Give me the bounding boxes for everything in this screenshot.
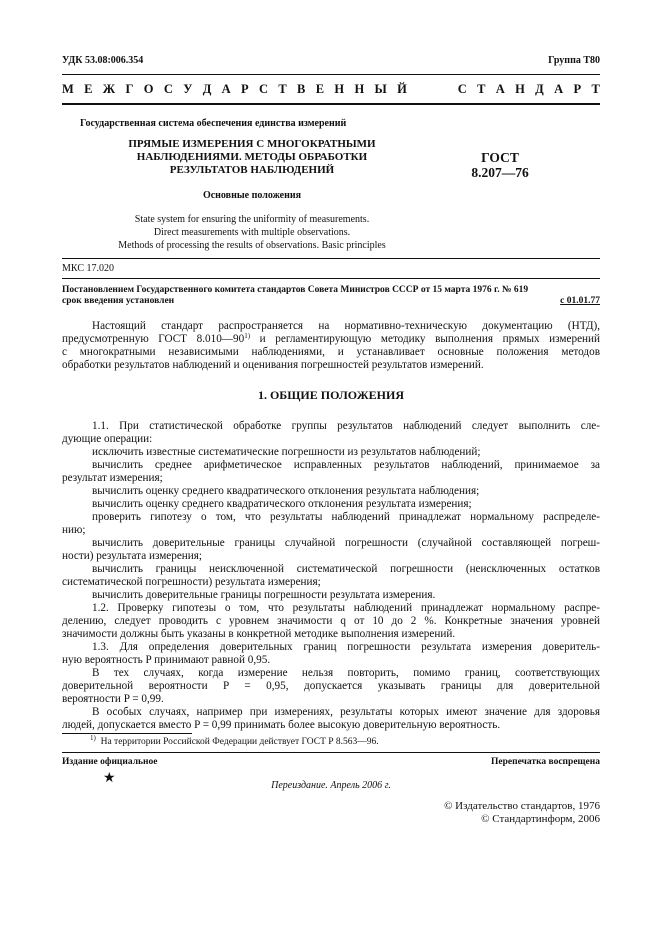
intro-line-3: с многократными независимыми наблюдениями, и устанавливает основные положения методов bbox=[62, 346, 600, 358]
copyright-1: © Издательство стандартов, 1976 bbox=[444, 800, 600, 812]
footnote bbox=[90, 734, 379, 747]
group-code: Группа Т80 bbox=[548, 55, 600, 66]
reissue-note: Переиздание. Апрель 2006 г. bbox=[271, 780, 391, 791]
body-line-10: вычислить доверительные границы случайной погрешности (случайной составляющей погреш- bbox=[92, 537, 600, 549]
body-line-5: результат измерения; bbox=[62, 472, 163, 484]
body-line-4: вычислить среднее арифметическое исправленных результатов наблюдений, принимаемое за bbox=[92, 459, 600, 471]
standard-banner: М Е Ж Г О С У Д А Р С Т В Е Н Н Ы Й С Т А Н Д А Р Т bbox=[62, 82, 600, 96]
gost-number: 8.207—76 bbox=[471, 165, 529, 180]
body-line-13: систематической погрешности) результата измерения; bbox=[62, 576, 321, 588]
official-edition: Издание официальное bbox=[62, 757, 158, 767]
title-line-2: НАБЛЮДЕНИЯМИ. МЕТОДЫ ОБРАБОТКИ bbox=[136, 151, 368, 163]
intro-line-4: обработки результатов наблюдений и оценивания погрешностей результатов измерений. bbox=[62, 359, 484, 371]
body-line-21: доверительной вероятности P = 0,95, допускается указывать границы для доверительной bbox=[62, 680, 600, 692]
intro-line-1: Настоящий стандарт распространяется на нормативно-техническую документацию (НТД), bbox=[92, 320, 600, 332]
section-title: 1. ОБЩИЕ ПОЛОЖЕНИЯ bbox=[257, 388, 405, 402]
reprint-notice: Перепечатка воспрещена bbox=[490, 757, 600, 767]
body-line-23: В особых случаях, например при измерениях, результаты которых имеют значение для здоровья bbox=[92, 706, 600, 718]
title-line-1: ПРЯМЫЕ ИЗМЕРЕНИЯ С МНОГОКРАТНЫМИ bbox=[128, 138, 376, 150]
english-line-1: State system for ensuring the uniformity of measurements. bbox=[134, 214, 370, 225]
body-line-7: вычислить оценку среднего квадратического отклонения результата измерения; bbox=[92, 498, 472, 510]
title-line-3: РЕЗУЛЬТАТОВ НАБЛЮДЕНИЙ bbox=[169, 164, 335, 176]
mks-code: МКС 17.020 bbox=[62, 263, 114, 274]
body-line-2: дующие операции: bbox=[62, 433, 153, 445]
copyright-2: © Стандартинформ, 2006 bbox=[481, 813, 600, 825]
body-line-8: проверить гипотезу о том, что результаты наблюдений принадлежат нормальному распределе- bbox=[92, 511, 600, 523]
body-line-6: вычислить оценку среднего квадратического отклонения результата наблюдения; bbox=[92, 485, 480, 497]
body-line-9: нию; bbox=[62, 524, 86, 536]
body-line-24: людей, допускается вместо P = 0,99 принимать более высокую доверительную вероятность. bbox=[62, 719, 501, 731]
footnote-mark: 1) bbox=[90, 734, 96, 742]
body-line-19: ную вероятность P принимают равной 0,95. bbox=[62, 654, 271, 666]
footnote-text: На территории Российской Федерации действует ГОСТ Р 8.563—96. bbox=[100, 737, 379, 747]
header-rule-bottom bbox=[62, 103, 600, 105]
standard-title bbox=[62, 138, 442, 177]
body-line-17: значимости должны быть указаны в конкретной методике выполнения измерений. bbox=[62, 628, 456, 640]
star-icon: ★ bbox=[103, 771, 116, 786]
body-line-12: вычислить границы неисключенной систематической погрешности (неисключенных остатков bbox=[92, 563, 600, 575]
subtitle: Основные положения bbox=[202, 190, 302, 201]
decree-line-1: Постановлением Государственного комитета стандартов Совета Министров СССР от 15 марта 1976 г. № 619 bbox=[62, 285, 529, 295]
mks-rule bbox=[62, 258, 600, 259]
footer-rule bbox=[62, 752, 600, 753]
body-line-3: исключить известные систематические погрешности из результатов наблюдений; bbox=[92, 446, 481, 458]
intro-line-2 bbox=[62, 333, 600, 346]
decree-rule bbox=[62, 278, 600, 279]
intro-gost-ref: предусмотренную ГОСТ 8.010—90 bbox=[62, 333, 245, 345]
system-name: Государственная система обеспечения единства измерений bbox=[80, 118, 347, 129]
english-title bbox=[62, 213, 442, 252]
gost-label: ГОСТ bbox=[481, 150, 519, 165]
body-line-11: ности) результата измерения; bbox=[62, 550, 203, 562]
footnote-ref: 1) bbox=[244, 332, 251, 340]
body-line-1: 1.1. При статистической обработке группы результатов наблюдений следует выполнить сле- bbox=[92, 420, 600, 432]
header-rule-top bbox=[62, 74, 600, 75]
body-line-16: делению, следует проводить с уровнем значимости q от 10 до 2 %. Конкретные значения уровней bbox=[62, 615, 600, 627]
body-line-22: вероятности P = 0,99. bbox=[62, 693, 164, 705]
body-line-18: 1.3. Для определения доверительных границ погрешности результата измерения доверитель- bbox=[92, 641, 600, 653]
udk-code: УДК 53.08:006.354 bbox=[62, 55, 144, 66]
body-line-20: В тех случаях, когда измерение нельзя повторить, помимо границ, соответствующих bbox=[92, 667, 600, 679]
decree-effective-label: срок введения установлен bbox=[62, 296, 175, 306]
english-line-3: Methods of processing the results of observations. Basic principles bbox=[118, 240, 386, 251]
intro-line-2-rest: и регламентирующую методику выполнения прямых измерений bbox=[259, 333, 600, 345]
decree-effective-date: с 01.01.77 bbox=[560, 296, 600, 306]
gost-designation bbox=[455, 150, 545, 180]
english-line-2: Direct measurements with multiple observations. bbox=[153, 227, 351, 238]
body-line-14: вычислить доверительные границы погрешности результата измерения. bbox=[92, 589, 436, 601]
footnote-separator bbox=[62, 733, 192, 734]
body-line-15: 1.2. Проверку гипотезы о том, что результаты наблюдений принадлежат нормальному распре- bbox=[92, 602, 600, 614]
